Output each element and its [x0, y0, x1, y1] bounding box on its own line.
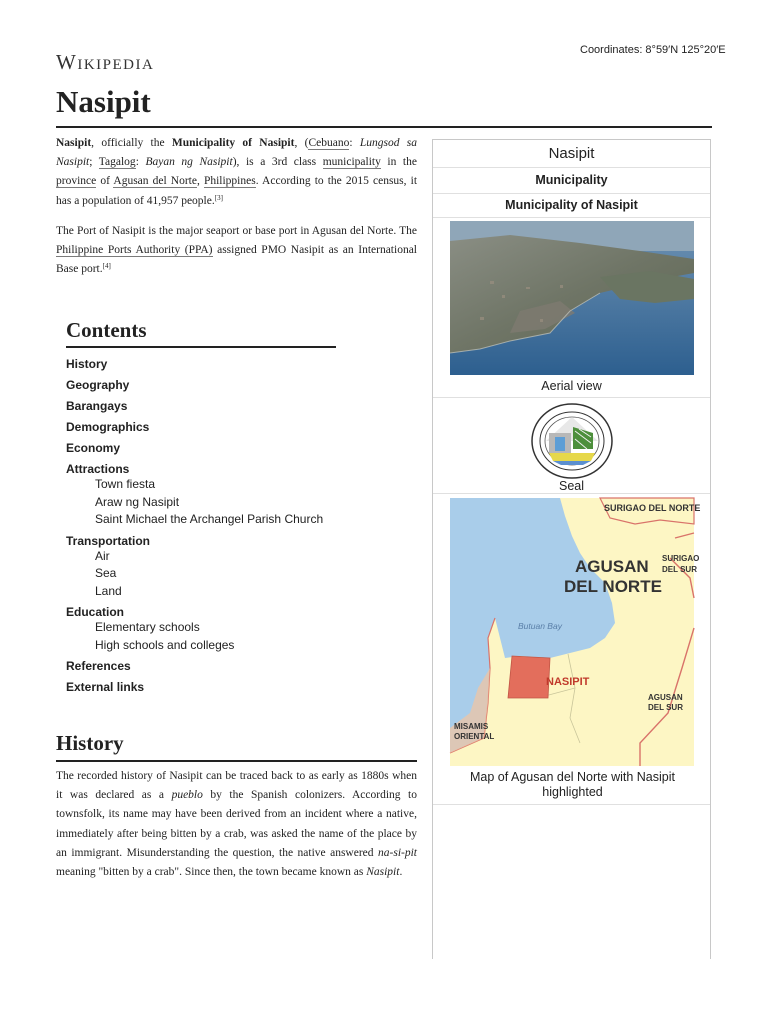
history-italic: Nasipit	[366, 866, 400, 879]
toc-item-label[interactable]: History	[66, 357, 108, 371]
toc-item-label[interactable]: Attractions	[66, 462, 130, 476]
photo-caption: Aerial view	[541, 379, 602, 393]
toc-sublist	[95, 619, 336, 654]
history-text: .	[399, 866, 403, 879]
intro-bold-official: Municipality of Nasipit	[171, 137, 295, 149]
toc-item-label[interactable]: Barangays	[66, 399, 128, 413]
intro-text: ;	[89, 156, 99, 169]
toc-item-label[interactable]: External links	[66, 680, 145, 694]
link-agusan-del-norte[interactable]: Agusan del Norte	[113, 175, 197, 188]
intro-text: ), is a 3rd class	[232, 156, 323, 169]
toc-subitem[interactable]: High schools and colleges	[95, 637, 235, 652]
intro-text: , (	[294, 137, 309, 149]
intro-text: :	[135, 156, 146, 169]
intro-italic-cebuano: Lungsod sa Nasipit	[56, 137, 417, 169]
wikipedia-wordmark[interactable]: Wikipedia	[56, 50, 155, 74]
infobox-name: Nasipit	[433, 140, 710, 168]
label-bay: Butuan Bay	[518, 621, 562, 631]
seal-caption: Seal	[558, 479, 585, 493]
coordinates[interactable]: Coordinates: 8°59′N 125°20′E	[580, 44, 726, 56]
link-ppa[interactable]: Philippine Ports Authority (PPA)	[56, 244, 213, 257]
infobox-photo-cell	[433, 218, 710, 398]
toc-sublist	[95, 548, 336, 601]
label-misamis-1: MISAMIS	[454, 722, 489, 731]
intro-paragraph-2	[56, 222, 417, 280]
label-surigao-sur-2: DEL SUR	[662, 565, 697, 574]
toc-subitem[interactable]: Saint Michael the Archangel Parish Church	[95, 512, 324, 526]
title-divider	[56, 126, 712, 128]
link-philippines[interactable]: Philippines	[203, 175, 256, 188]
toc-subitem[interactable]: Air	[95, 548, 110, 563]
toc-divider	[66, 346, 336, 348]
intro-text: :	[349, 137, 360, 149]
section-divider	[56, 760, 417, 762]
history-text: The recorded history of Nasipit can be traced back to as early as 1880s when it was declared as a	[56, 770, 417, 802]
label-nasipit: NASIPIT	[546, 676, 590, 688]
intro-text: . According to the 2015 census, it has a population of 41,957 people.	[56, 175, 418, 207]
toc-item-label[interactable]: Demographics	[66, 420, 150, 434]
map-caption: Map of Agusan del Norte with Nasipit highlighted	[470, 770, 675, 799]
citation-3[interactable]: [3]	[214, 193, 223, 202]
municipal-seal[interactable]	[531, 403, 613, 479]
toc-subitem[interactable]: Land	[95, 583, 122, 598]
toc-item-label[interactable]: Geography	[66, 378, 130, 392]
toc-item-education[interactable]	[66, 603, 336, 654]
history-text: meaning "bitten by a crab". Since then, the town became known as	[56, 866, 367, 879]
intro-text: ,	[196, 175, 204, 188]
link-province[interactable]: province	[56, 175, 97, 188]
toc-item-economy[interactable]	[66, 439, 336, 457]
link-municipality[interactable]: municipality	[322, 156, 381, 169]
toc-list	[66, 355, 336, 696]
toc-sublist	[95, 476, 336, 529]
toc-item-attractions[interactable]	[66, 460, 336, 529]
infobox-map-cell	[433, 494, 710, 805]
toc-subitem[interactable]: Town fiesta	[95, 477, 156, 491]
toc-subitem[interactable]: Sea	[95, 566, 117, 580]
infobox	[432, 139, 711, 959]
toc-item-references[interactable]	[66, 657, 336, 675]
infobox-seal-cell	[433, 398, 710, 494]
toc-item-label[interactable]: Economy	[66, 441, 121, 455]
link-tagalog[interactable]: Tagalog	[98, 156, 136, 169]
infobox-type: Municipality	[433, 168, 710, 194]
history-italic: na-si-pit	[378, 846, 417, 859]
toc-item-barangays[interactable]	[66, 397, 336, 415]
toc-item-transportation[interactable]	[66, 532, 336, 601]
intro-text: assigned PMO Nasipit as an International Base port.	[56, 244, 417, 276]
label-surigao-norte: SURIGAO DEL NORTE	[604, 503, 701, 513]
link-cebuano[interactable]: Cebuano	[308, 137, 350, 149]
intro-text: of	[96, 175, 114, 188]
toc-item-geography[interactable]	[66, 376, 336, 394]
intro-paragraph-1	[56, 134, 417, 211]
history-italic: pueblo	[171, 789, 203, 802]
intro-italic-tagalog: Bayan ng Nasipit	[145, 156, 233, 169]
label-misamis-2: ORIENTAL	[454, 732, 495, 741]
label-agusan-sur-1: AGUSAN	[648, 693, 683, 702]
aerial-photo[interactable]	[450, 221, 694, 375]
infobox-official-name: Municipality of Nasipit	[433, 194, 710, 218]
toc-item-label[interactable]: Transportation	[66, 533, 151, 548]
history-paragraph	[56, 767, 417, 882]
location-map[interactable]	[450, 498, 701, 766]
toc-item-external-links[interactable]	[66, 678, 336, 696]
page-title: Nasipit	[56, 84, 151, 119]
toc-item-label[interactable]: Education	[66, 605, 125, 619]
toc-subitem[interactable]: Araw ng Nasipit	[95, 494, 180, 509]
toc-item-history[interactable]	[66, 355, 336, 373]
toc-subitem[interactable]: Elementary schools	[95, 620, 200, 634]
label-agusan-sur-2: DEL SUR	[648, 703, 683, 712]
intro-text: The Port of Nasipit is the major seaport or base port in Agusan del Norte. The	[56, 225, 417, 237]
citation-4[interactable]: [4]	[102, 262, 111, 271]
toc-item-label[interactable]: References	[66, 659, 131, 673]
intro-text: in the	[380, 156, 417, 169]
intro-bold-name: Nasipit	[56, 137, 92, 149]
table-of-contents	[66, 318, 336, 699]
section-title-history: History	[56, 731, 124, 755]
map-nasipit-highlight	[508, 656, 550, 698]
toc-item-demographics[interactable]	[66, 418, 336, 436]
toc-title: Contents	[66, 318, 147, 342]
label-province-2: DEL NORTE	[564, 577, 662, 596]
history-text: by the Spanish colonizers. According to townsfolk, its name may have been derived from an incident where a native, immediately after being bitten by a crab, was asked the name of the place by an immigrant. Misunderstanding the question, the native answered	[56, 789, 418, 859]
intro-text: , officially the	[91, 137, 172, 149]
label-province-1: AGUSAN	[575, 557, 649, 576]
label-surigao-sur-1: SURIGAO	[662, 554, 700, 563]
